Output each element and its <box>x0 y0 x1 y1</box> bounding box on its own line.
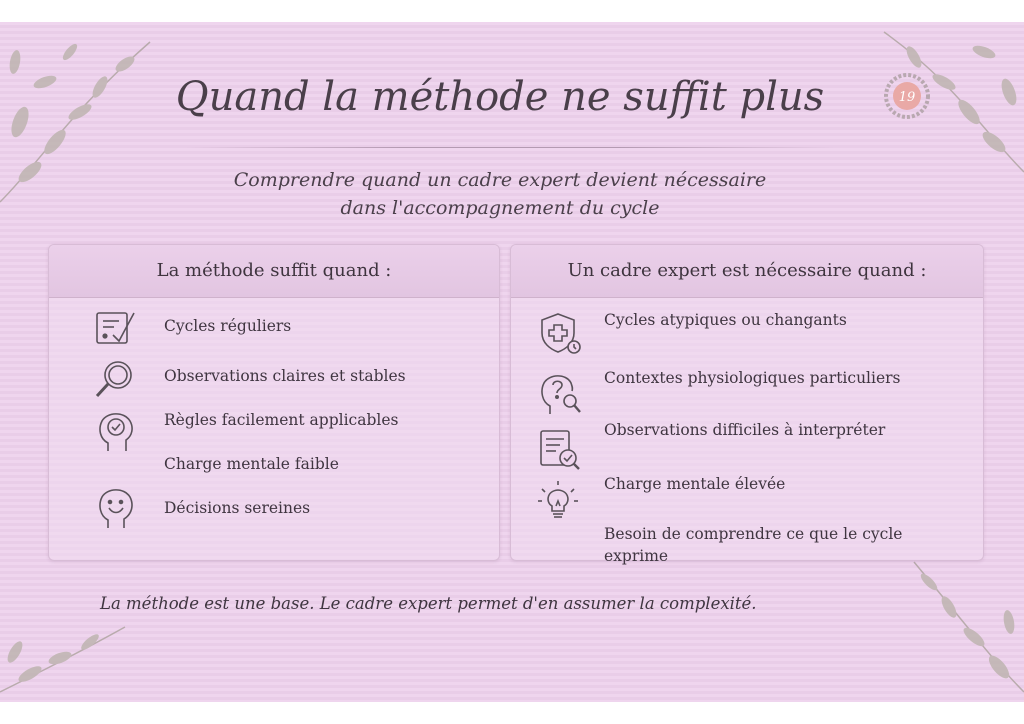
list-item <box>511 365 983 405</box>
slide-title: Quand la méthode ne suffit plus <box>175 74 825 120</box>
item-label: Règles facilement applicables <box>164 411 399 429</box>
item-label: Cycles atypiques ou changants <box>604 311 847 329</box>
checklist-icon <box>94 307 138 351</box>
list-item <box>511 523 983 573</box>
lightbulb-icon <box>536 479 580 523</box>
subtitle-line-1: Comprendre quand un cadre expert devient nécessaire <box>233 169 767 191</box>
document-search-icon <box>538 427 582 471</box>
magnifier-icon <box>92 357 136 401</box>
conclusion-text: La méthode est une base. Le cadre expert permet d'en assumer la complexité. <box>100 594 757 613</box>
head-check-icon <box>94 409 138 453</box>
item-label: Charge mentale faible <box>164 455 339 473</box>
list-item <box>511 419 983 459</box>
method-sufficient-heading: La méthode suffit quand : <box>49 245 499 298</box>
expert-needed-panel <box>510 244 984 565</box>
foliage-top-left-decoration <box>0 22 170 222</box>
list-item <box>511 309 983 349</box>
foliage-bottom-left-decoration <box>0 612 130 702</box>
item-label: Observations difficiles à interpréter <box>604 421 886 439</box>
expert-needed-heading: Un cadre expert est nécessaire quand : <box>511 245 983 298</box>
method-sufficient-panel <box>48 244 500 561</box>
item-label: Contextes physiologiques particuliers <box>604 369 901 387</box>
item-label-line-2: exprime <box>604 547 669 565</box>
shield-medical-icon <box>538 311 582 355</box>
list-item <box>49 363 499 403</box>
item-label: Charge mentale élevée <box>604 475 786 493</box>
list-item <box>511 473 983 513</box>
title-divider <box>185 147 835 148</box>
item-label: Observations claires et stables <box>164 367 406 385</box>
subtitle-line-2: dans l'accompagnement du cycle <box>340 197 660 219</box>
item-label-line-1: Besoin de comprendre ce que le cycle <box>604 525 903 543</box>
smiling-face-icon <box>94 485 138 529</box>
list-item <box>49 409 499 449</box>
slide <box>0 22 1024 702</box>
item-label: Cycles réguliers <box>164 317 292 335</box>
list-item <box>49 497 499 537</box>
list-item <box>49 313 499 353</box>
page-number: 19 <box>898 90 916 105</box>
head-question-icon <box>538 371 582 415</box>
item-label: Décisions sereines <box>164 499 311 517</box>
foliage-bottom-right-decoration <box>894 552 1024 702</box>
